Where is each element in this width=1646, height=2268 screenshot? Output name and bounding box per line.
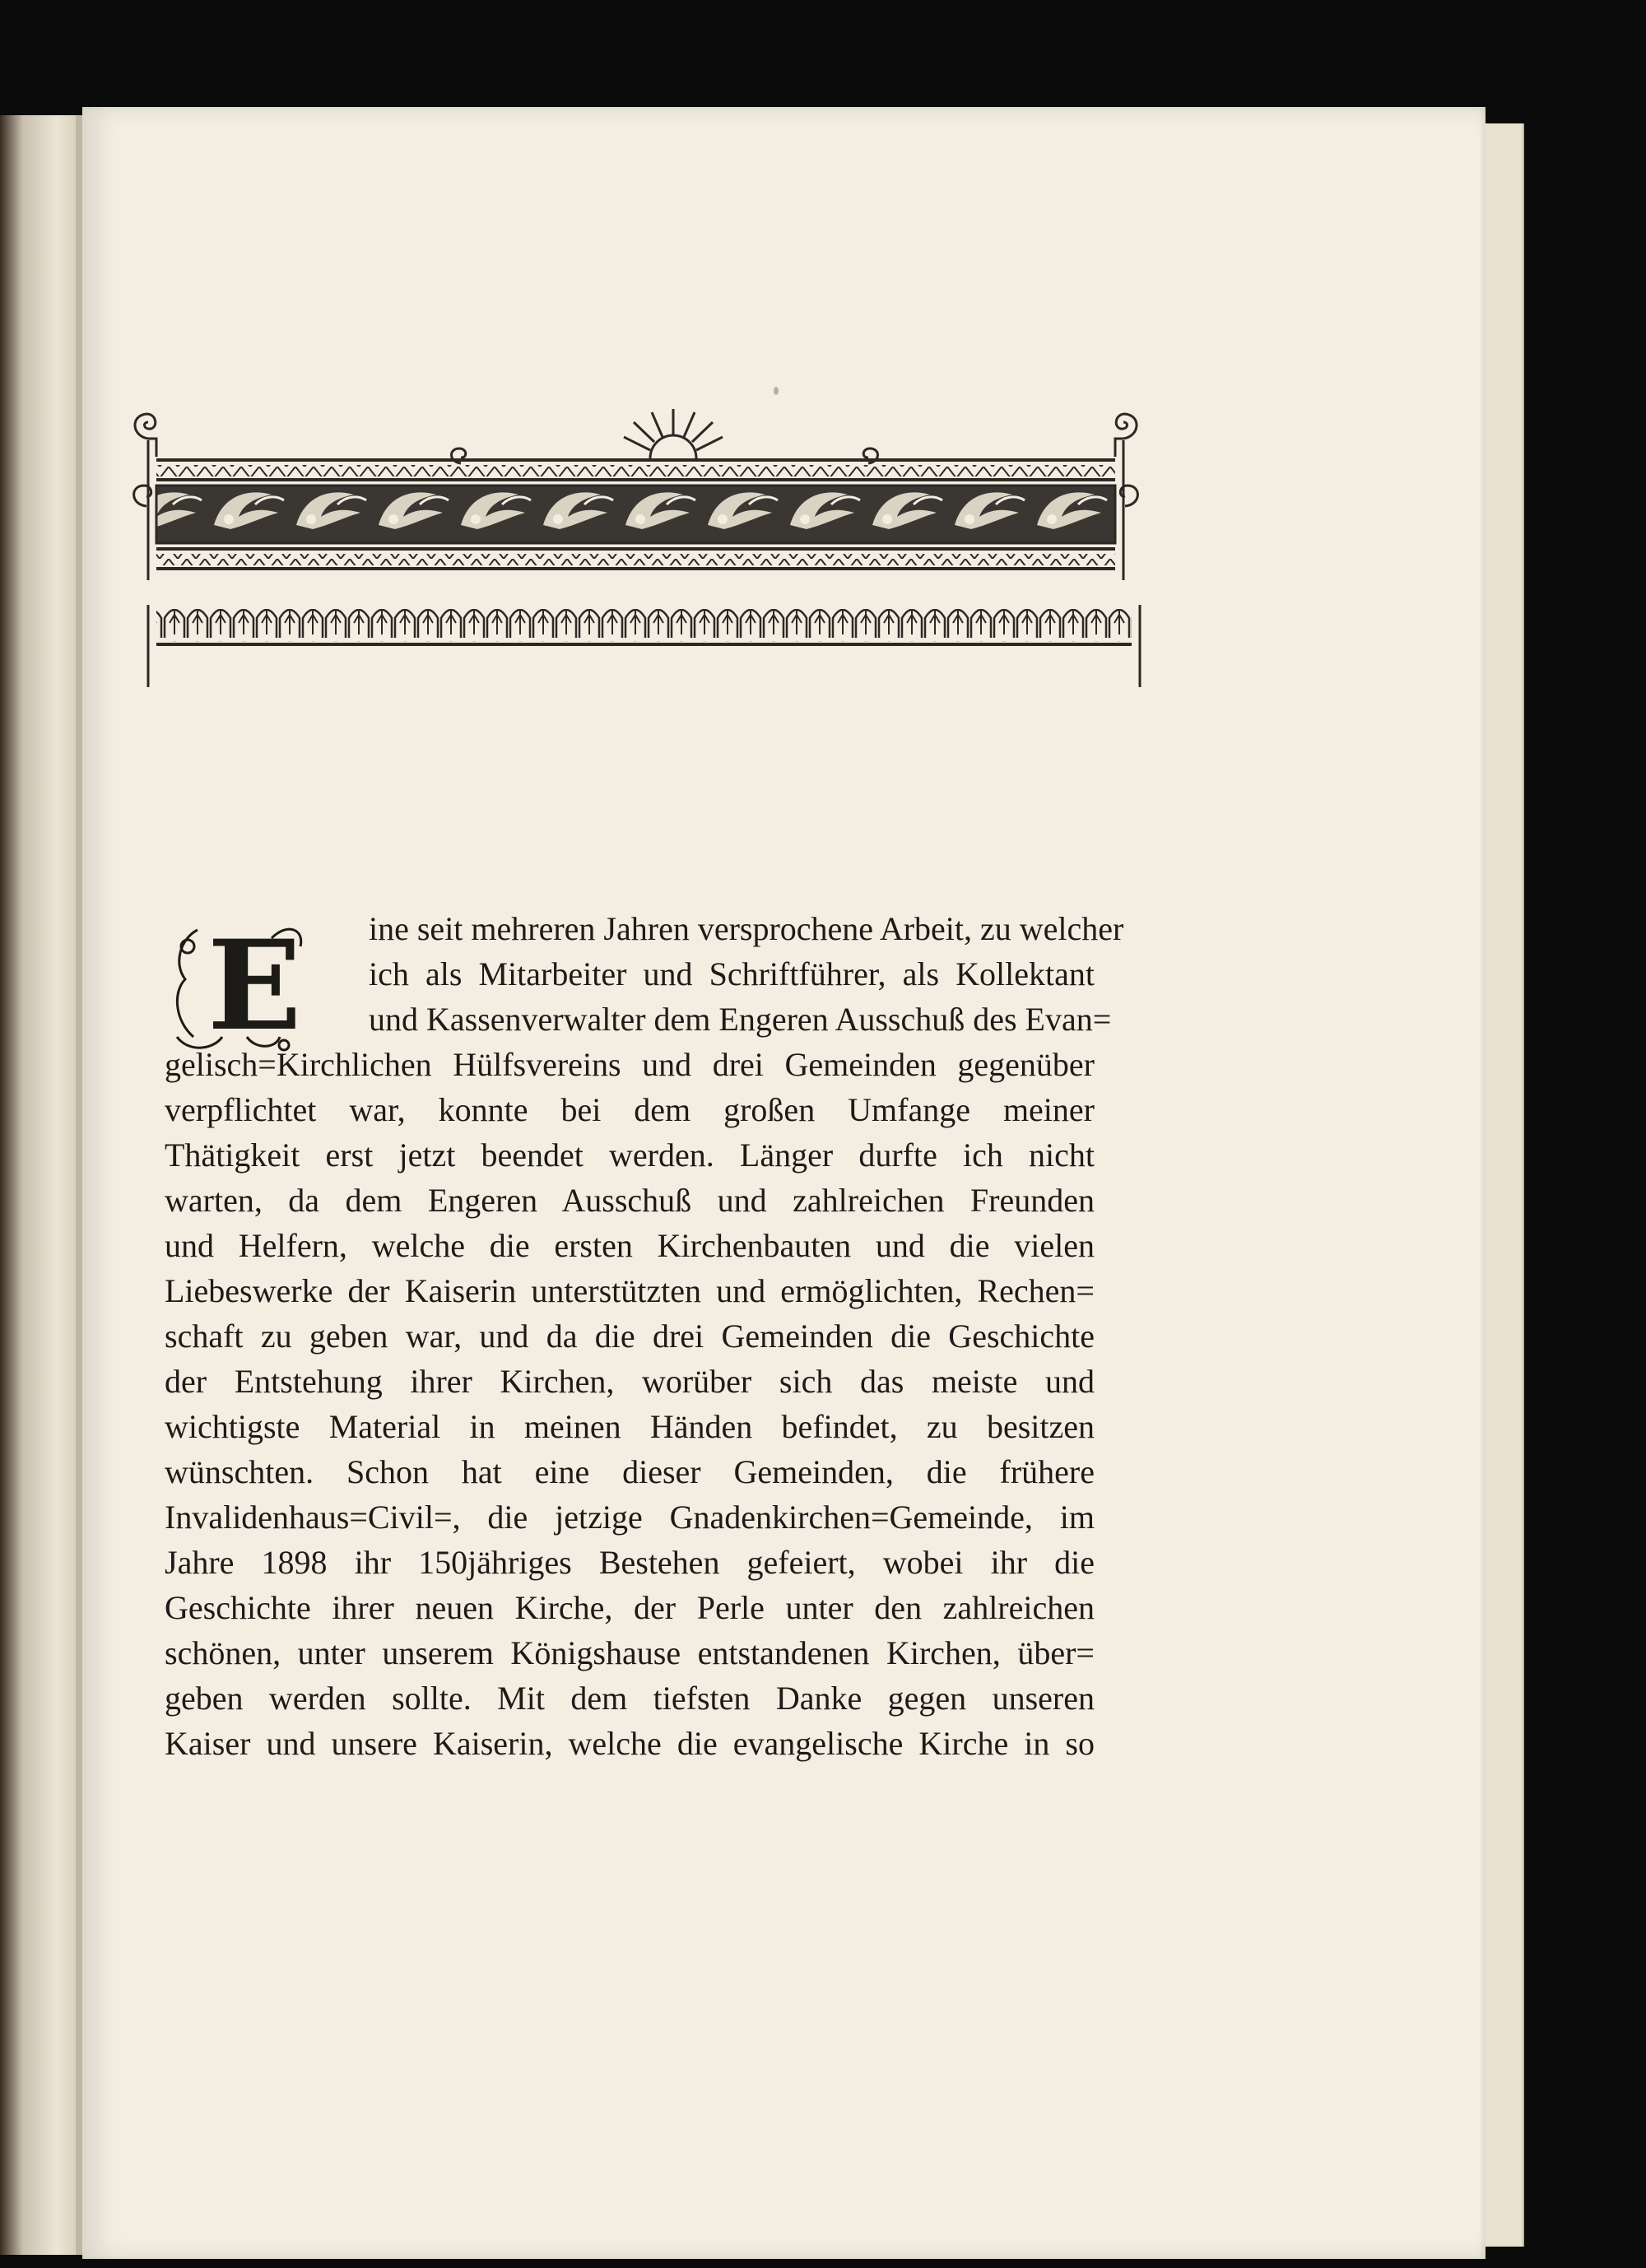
text-line: ich als Mitarbeiter und Schriftführer, als Kollektant <box>369 955 1095 992</box>
text-line: wünschten. Schon hat eine dieser Gemeinden, die frühere <box>165 1453 1095 1490</box>
left-page-edge <box>0 115 76 2255</box>
text-line: wichtigste Material in meinen Händen befindet, zu besitzen <box>165 1408 1095 1445</box>
text-line: und Helfern, welche die ersten Kirchenbauten und die vielen <box>165 1227 1095 1264</box>
headpiece-ornament <box>123 317 1148 580</box>
text-line: gelisch=Kirchlichen Hülfsvereins und drei Gemeinden gegenüber <box>165 1046 1095 1083</box>
text-line: schönen, unter unserem Königshause entstandenen Kirchen, über= <box>165 1634 1095 1671</box>
text-line: ine seit mehreren Jahren versprochene Arbeit, zu welcher <box>369 910 1124 947</box>
text-line: und Kassenverwalter dem Engeren Ausschuß des Evan= <box>369 1001 1112 1038</box>
text-line: Liebeswerke der Kaiserin unterstützten und ermöglichten, Rechen= <box>165 1272 1095 1309</box>
text-line: schaft zu geben war, und da die drei Gemeinden die Geschichte <box>165 1318 1095 1355</box>
text-line: Geschichte ihrer neuen Kirche, der Perle unter den zahlreichen <box>165 1589 1095 1626</box>
text-line: Invalidenhaus=Civil=, die jetzige Gnadenkirchen=Gemeinde, im <box>165 1499 1095 1536</box>
decorated-initial <box>165 913 362 1057</box>
text-line: Jahre 1898 ihr 150jähriges Bestehen gefeiert, wobei ihr die <box>165 1544 1095 1581</box>
text-line: Kaiser und unsere Kaiserin, welche die evangelische Kirche in so <box>165 1725 1095 1762</box>
text-line: Thätigkeit erst jetzt beendet werden. Länger durfte ich nicht <box>165 1136 1095 1174</box>
text-line: der Entstehung ihrer Kirchen, worüber sich das meiste und <box>165 1363 1095 1400</box>
sunburst <box>624 409 723 458</box>
arcade-border <box>140 572 1148 695</box>
text-line: geben werden sollte. Mit dem tiefsten Danke gegen unseren <box>165 1680 1095 1717</box>
text-line: warten, da dem Engeren Ausschuß und zahlreichen Freunden <box>165 1182 1095 1219</box>
initial-letter: E <box>207 913 302 1057</box>
text-line: verpflichtet war, konnte bei dem großen Umfange meiner <box>165 1091 1095 1128</box>
